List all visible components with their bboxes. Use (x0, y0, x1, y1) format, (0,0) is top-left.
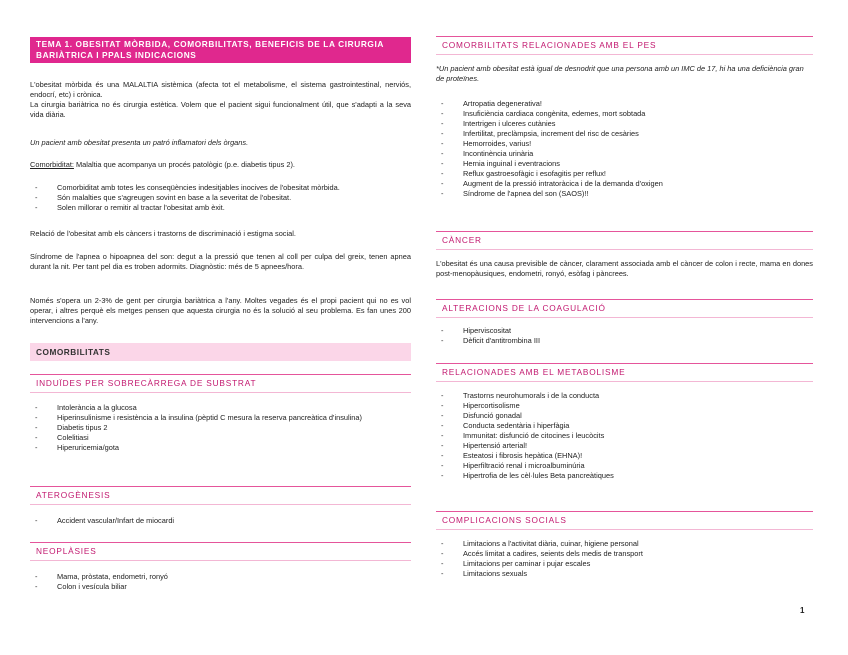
list-item: - Hipertensió arterial! (436, 441, 813, 451)
cancer-relation-note: Relació de l'obesitat amb els càncers i trastorns de discriminació i estigma social. (30, 229, 296, 238)
list-item: - Hiperuricemia/gota (30, 443, 411, 453)
comorbilitats-band: COMORBILITATS (30, 343, 411, 361)
intro-block (30, 80, 411, 120)
neoplasies-list (30, 572, 411, 592)
sleep-apnea-paragraph: Síndrome de l'apnea o hipoapnea del son: degut a la pressió que tenen al coll per culpa del greix, tenen apnea durant la nit. Per tant pel dia es troben adormits. Diagnòstic: més de 5 apnees/hora. (30, 252, 411, 271)
chapter-title: TEMA 1. OBESITAT MÒRBIDA, COMORBILITATS, BENEFICIS DE LA CIRURGIA BARIÀTRICA I PPALS INDICACIONS (30, 37, 411, 63)
list-item: - Infertilitat, preclàmpsia, increment del risc de cesàries (436, 129, 813, 139)
section-title-neoplasies: NEOPLÀSIES (30, 542, 411, 561)
aterogenesis-list (30, 516, 411, 526)
list-item: - Hipercortisolisme (436, 401, 813, 411)
inflammatory-note: Un pacient amb obesitat presenta un patró inflamatori dels òrgans. (30, 138, 249, 147)
list-item: - Esteatosi i fibrosis hepàtica (EHNA)! (436, 451, 813, 461)
list-item: - Immunitat: disfunció de citocines i leucòcits (436, 431, 813, 441)
page-number: 1 (800, 606, 805, 615)
list-item: - Colon i vesícula biliar (30, 582, 411, 592)
list-item: - Mama, pròstata, endometri, ronyó (30, 572, 411, 582)
list-item: - Artropatia degenerativa! (436, 99, 813, 109)
list-item: - Limitacions per caminar i pujar escales (436, 559, 813, 569)
list-item: - Disfunció gonadal (436, 411, 813, 421)
pes-note: *Un pacient amb obesitat està igual de desnodrit que una persona amb un IMC de 17, hi ha una deficiència gran de proteïnes. (436, 64, 804, 83)
comorbidity-points (30, 183, 411, 213)
comorbidity-label: Comorbiditat: (30, 160, 74, 169)
surgery-stats-paragraph: Només s'opera un 2-3% de gent per cirurgia bariàtrica a l'any. Moltes vegades és el propi pacient qui no es vol operar, i altres perquè els metges pensen que aquesta cirurgia no és la solució al seu problema. Es fan unes 200 intervencions a l'any. (30, 296, 411, 325)
list-item: - Intolerància a la glucosa (30, 403, 411, 413)
list-item: - Accés limitat a cadires, seients dels medis de transport (436, 549, 813, 559)
intro-paragraph-1: L'obesitat mòrbida és una MALALTIA sistèmica (afecta tot el metabolisme, el sistema gastrointestinal, nerviós, endocrí, etc) i crònica. (30, 80, 411, 99)
comorbidity-def-text: Malaltia que acompanya un procés patològic (p.e. diabetis tipus 2). (73, 160, 295, 169)
pes-list (436, 99, 813, 199)
section-title-metabolisme: RELACIONADES AMB EL METABOLISME (436, 363, 813, 382)
list-item: - Augment de la pressió intratoràcica i de la demanda d'oxigen (436, 179, 813, 189)
list-item: - Hiperfiltració renal i microalbuminúria (436, 461, 813, 471)
section-title-aterogenesis: ATEROGÈNESIS (30, 486, 411, 505)
socials-list (436, 539, 813, 579)
list-item: - Colelitiasi (30, 433, 411, 443)
list-item: - Comorbiditat amb totes les conseqüències indesitjables inocives de l'obesitat mòrbida. (30, 183, 411, 193)
list-item: - Incontinència urinària (436, 149, 813, 159)
section-title-socials: COMPLICACIONS SOCIALS (436, 511, 813, 530)
list-item: - Reflux gastroesofàgic i esofagitis per reflux! (436, 169, 813, 179)
list-item: - Insuficiència cardiaca congènita, edemes, mort sobtada (436, 109, 813, 119)
section-title-pes: COMORBILITATS RELACIONADES AMB EL PES (436, 36, 813, 55)
list-item: - Intertrigen i ulceres cutànies (436, 119, 813, 129)
section-title-coagulacio: ALTERACIONS DE LA COAGULACIÓ (436, 299, 813, 318)
list-item: - Síndrome de l'apnea del son (SAOS)!! (436, 189, 813, 199)
list-item: - Hemorroides, varius! (436, 139, 813, 149)
list-item: - Diabetis tipus 2 (30, 423, 411, 433)
cancer-text: L'obesitat és una causa previsible de càncer, clarament associada amb el càncer de colon i recte, mama en dones post-menopàusiques, endometri, ronyó, esòfag i pàncrees. (436, 259, 813, 278)
list-item: - Hipertrofia de les cèl·lules Beta pancreàtiques (436, 471, 813, 481)
metabolisme-list (436, 391, 813, 481)
list-item: - Dèficit d'antitrombina III (436, 336, 813, 346)
section-title-substrat: INDUÏDES PER SOBRECÀRREGA DE SUBSTRAT (30, 374, 411, 393)
coagulacio-list (436, 326, 813, 346)
list-item: - Accident vascular/Infart de miocardi (30, 516, 411, 526)
list-item: - Solen millorar o remitir al tractar l'obesitat amb èxit. (30, 203, 411, 213)
section-title-cancer: CÀNCER (436, 231, 813, 250)
list-item: - Trastorns neurohumorals i de la conducta (436, 391, 813, 401)
list-item: - Hernia inguinal i eventracions (436, 159, 813, 169)
list-item: - Limitacions a l'activitat diària, cuinar, higiene personal (436, 539, 813, 549)
list-item: - Hiperviscositat (436, 326, 813, 336)
list-item: - Hiperinsulinisme i resistència a la insulina (pèptid C mesura la reserva pancreàtica d'insulina) (30, 413, 411, 423)
list-item: - Conducta sedentària i hiperfàgia (436, 421, 813, 431)
intro-paragraph-2: La cirurgia bariàtrica no és cirurgia estètica. Volem que el pacient sigui funcionalment útil, que s'adapti a la seva vida diària. (30, 100, 411, 119)
list-item: - Són malalties que s'agreugen sovint en base a la severitat de l'obesitat. (30, 193, 411, 203)
list-item: - Limitacions sexuals (436, 569, 813, 579)
comorbidity-definition (30, 160, 411, 170)
substrat-list (30, 403, 411, 453)
